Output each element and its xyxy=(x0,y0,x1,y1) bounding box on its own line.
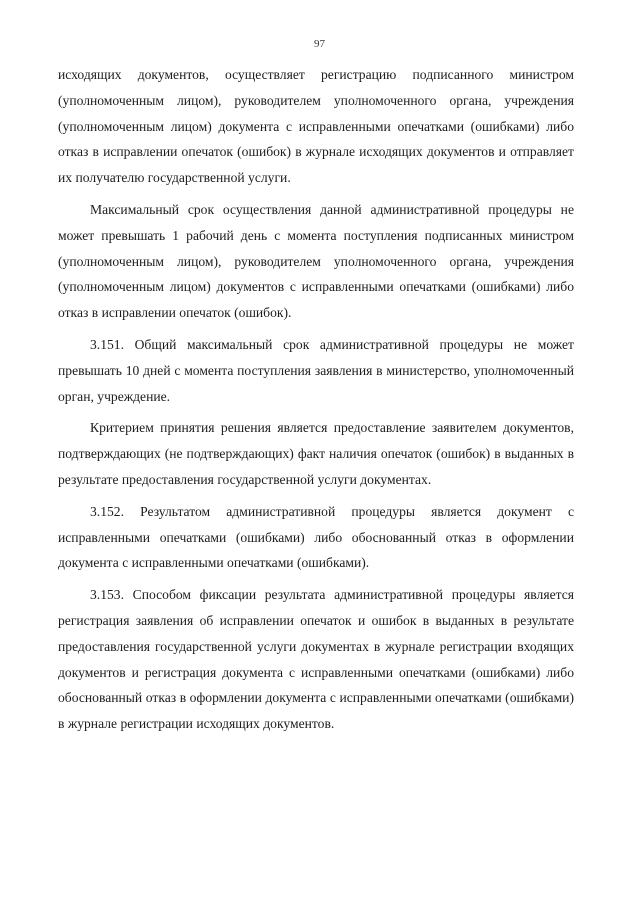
paragraph-3-153: 3.153. Способом фиксации результата административной процедуры является регистрация заявления об исправлении опечаток и ошибок в выданных в результате предоставления государственной услуги документах в журнале регистрации входящих документов и регистрация документа с исправленными опечатками (ошибками) либо обоснованный отказ в оформлении документа с исправленными опечатками (ошибками) в журнале регистрации исходящих документов. xyxy=(58,587,574,732)
document-body xyxy=(58,62,574,737)
paragraph-3-152: 3.152. Результатом административной процедуры является документ с исправленными опечатками (ошибками) либо обоснованный отказ в оформлении документа с исправленными опечатками (ошибками). xyxy=(58,503,574,571)
paragraph-continuation: исходящих документов, осуществляет регистрацию подписанного министром (уполномоченным лицом), руководителем уполномоченного органа, учреждения (уполномоченным лицом) документа с исправленными опечатками (ошибками) либо отказ в исправлении опечаток (ошибок) в журнале исходящих документов и отправляет их получателю государственной услуги. xyxy=(58,67,574,186)
page-number: 97 xyxy=(314,38,325,50)
paragraph-3-151: 3.151. Общий максимальный срок административной процедуры не может превышать 10 дней с момента поступления заявления в министерство, уполномоченный орган, учреждение. xyxy=(58,336,574,404)
paragraph-criterion: Критерием принятия решения является предоставление заявителем документов, подтверждающих (не подтверждающих) факт наличия опечаток (ошибок) в выданных в результате предоставления государственной услуги документах. xyxy=(58,420,574,487)
paragraph-max-term: Максимальный срок осуществления данной административной процедуры не может превышать 1 рабочий день с момента поступления подписанных министром (уполномоченным лицом), руководителем уполномоченного органа, учреждения (уполномоченным лицом) документов с исправленными опечатками (ошибками) либо отказ в исправлении опечаток (ошибок). xyxy=(58,201,574,321)
